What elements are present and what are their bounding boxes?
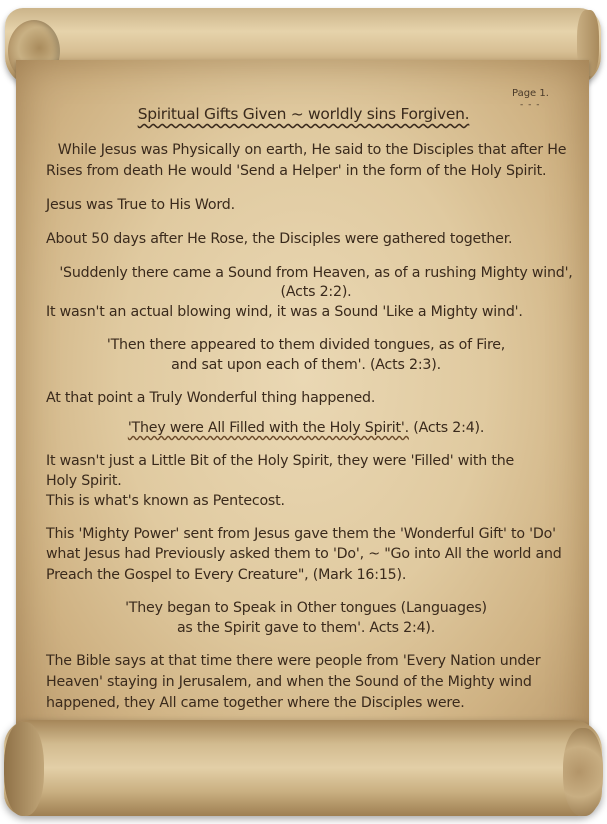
paragraph-7-line-1: This 'Mighty Power' sent from Jesus gave them the 'Wonderful Gift' to 'Do' [46, 526, 556, 542]
scroll-bottom-roll [4, 720, 602, 816]
paragraph-8-line-2: Heaven' staying in Jerusalem, and when the Sound of the Mighty wind [46, 674, 532, 690]
page-number: Page 1. [512, 88, 549, 99]
paragraph-7-line-3: Preach the Gospel to Every Creature", (Mark 16:15). [46, 567, 407, 583]
quote-2-line-2: and sat upon each of them'. (Acts 2:3). [171, 357, 441, 373]
page-number-underline: - - - [520, 100, 541, 110]
paragraph-6-line-3: This is what's known as Pentecost. [46, 493, 285, 509]
paragraph-1-line-2: Rises from death He would 'Send a Helper' in the form of the Holy Spirit. [46, 163, 547, 179]
paragraph-6-line-2: Holy Spirit. [46, 473, 122, 489]
quote-4-line-2: as the Spirit gave to them'. Acts 2:4). [176, 620, 436, 636]
quote-3-text: 'They were All Filled with the Holy Spirit'. [127, 420, 409, 436]
paragraph-5: At that point a Truly Wonderful thing happened. [46, 390, 376, 406]
quote-2-line-1: 'Then there appeared to them divided tongues, as of Fire, [106, 337, 506, 353]
quote-3 [46, 418, 566, 439]
paragraph-8-line-1: The Bible says at that time there were people from 'Every Nation under [46, 653, 541, 669]
paragraph-4: It wasn't an actual blowing wind, it was a Sound 'Like a Mighty wind'. [46, 304, 523, 320]
paragraph-3: About 50 days after He Rose, the Disciples were gathered together. [46, 231, 513, 247]
quote-1-line-1: 'Suddenly there came a Sound from Heaven, as of a rushing Mighty wind', [59, 265, 573, 281]
page-title [0, 105, 607, 123]
quote-3-reference: (Acts 2:4). [408, 420, 485, 436]
paragraph-2: Jesus was True to His Word. [46, 197, 235, 213]
page-title-text: Spiritual Gifts Given ~ worldly sins Forgiven. [137, 105, 470, 123]
paragraph-8-line-3: happened, they All came together where the Disciples were. [46, 695, 465, 711]
quote-4-line-1: 'They began to Speak in Other tongues (Languages) [125, 600, 487, 616]
scroll-bottom-left-end [4, 722, 44, 816]
paragraph-7-line-2: what Jesus had Previously asked them to 'Do', ~ "Go into All the world and [46, 546, 562, 562]
scroll-bottom-right-curl [563, 728, 603, 816]
paragraph-6-line-1: It wasn't just a Little Bit of the Holy Spirit, they were 'Filled' with the [46, 453, 515, 469]
paragraph-1-line-1: While Jesus was Physically on earth, He said to the Disciples that after He [57, 142, 567, 158]
quote-1-line-2: (Acts 2:2). [280, 284, 352, 300]
